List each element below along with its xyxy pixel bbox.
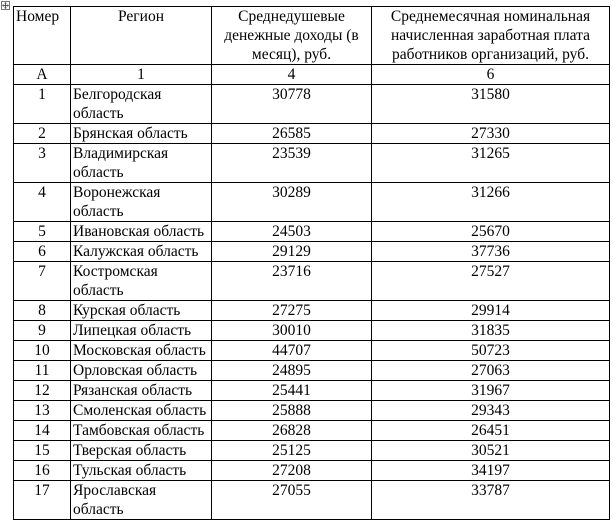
row-number-cell: 8: [14, 301, 71, 321]
table-move-handle-icon[interactable]: [1, 1, 10, 10]
wage-cell: 33787: [372, 481, 610, 520]
income-cell: 30778: [212, 85, 372, 124]
income-cell: 25888: [212, 401, 372, 421]
region-name-cell: Ивановская область: [71, 222, 212, 242]
table-body: [14, 85, 610, 520]
table-header-row: [14, 7, 610, 65]
wage-cell: 29343: [372, 401, 610, 421]
region-name-cell: Смоленская область: [71, 401, 212, 421]
table-row: [14, 321, 610, 341]
wage-cell: 50723: [372, 341, 610, 361]
region-name-cell: Белгородская область: [71, 85, 212, 124]
region-name-cell: Липецкая область: [71, 321, 212, 341]
header-income: Среднедушевые денежные доходы (в месяц), руб.: [212, 7, 372, 65]
wage-cell: 30521: [372, 441, 610, 461]
income-cell: 27208: [212, 461, 372, 481]
region-name-cell: Брянская область: [71, 124, 212, 144]
row-number-cell: 6: [14, 242, 71, 262]
table-row: [14, 361, 610, 381]
row-number-cell: 10: [14, 341, 71, 361]
region-name-cell: Воронежская область: [71, 183, 212, 222]
income-cell: 44707: [212, 341, 372, 361]
wage-cell: 25670: [372, 222, 610, 242]
table-row: [14, 441, 610, 461]
row-number-cell: 16: [14, 461, 71, 481]
table-row: [14, 401, 610, 421]
income-cell: 24895: [212, 361, 372, 381]
table-row: [14, 85, 610, 124]
table-row: [14, 242, 610, 262]
wage-cell: 27527: [372, 262, 610, 301]
row-number-cell: 11: [14, 361, 71, 381]
table-row: [14, 461, 610, 481]
wage-cell: 26451: [372, 421, 610, 441]
income-cell: 30010: [212, 321, 372, 341]
region-name-cell: Орловская область: [71, 361, 212, 381]
wage-cell: 31967: [372, 381, 610, 401]
income-cell: 24503: [212, 222, 372, 242]
wage-cell: 29914: [372, 301, 610, 321]
wage-cell: 31265: [372, 144, 610, 183]
table-row: [14, 124, 610, 144]
wage-cell: 31266: [372, 183, 610, 222]
income-cell: 27275: [212, 301, 372, 321]
row-number-cell: 1: [14, 85, 71, 124]
row-number-cell: 15: [14, 441, 71, 461]
income-cell: 29129: [212, 242, 372, 262]
row-number-cell: 4: [14, 183, 71, 222]
wage-cell: 27063: [372, 361, 610, 381]
income-cell: 23539: [212, 144, 372, 183]
header-number: Номер: [14, 7, 71, 65]
table-row: [14, 381, 610, 401]
region-name-cell: Калужская область: [71, 242, 212, 262]
income-cell: 27055: [212, 481, 372, 520]
region-name-cell: Московская область: [71, 341, 212, 361]
region-name-cell: Костромская область: [71, 262, 212, 301]
region-name-cell: Тамбовская область: [71, 421, 212, 441]
region-name-cell: Владимирская область: [71, 144, 212, 183]
wage-cell: 31580: [372, 85, 610, 124]
wage-cell: 27330: [372, 124, 610, 144]
row-number-cell: 17: [14, 481, 71, 520]
region-name-cell: Курская область: [71, 301, 212, 321]
region-name-cell: Тульская область: [71, 461, 212, 481]
row-number-cell: 3: [14, 144, 71, 183]
row-number-cell: 2: [14, 124, 71, 144]
table-row: [14, 183, 610, 222]
regions-table: [13, 6, 610, 520]
table-row: [14, 222, 610, 242]
wage-cell: 31835: [372, 321, 610, 341]
region-name-cell: Тверская область: [71, 441, 212, 461]
table-row: [14, 421, 610, 441]
row-number-cell: 12: [14, 381, 71, 401]
column-index-cell: А: [14, 65, 71, 85]
row-number-cell: 9: [14, 321, 71, 341]
column-index-row: [14, 65, 610, 85]
table-row: [14, 262, 610, 301]
income-cell: 23716: [212, 262, 372, 301]
row-number-cell: 5: [14, 222, 71, 242]
region-name-cell: Рязанская область: [71, 381, 212, 401]
row-number-cell: 13: [14, 401, 71, 421]
income-cell: 25441: [212, 381, 372, 401]
wage-cell: 37736: [372, 242, 610, 262]
income-cell: 26585: [212, 124, 372, 144]
table-row: [14, 341, 610, 361]
row-number-cell: 14: [14, 421, 71, 441]
region-name-cell: Ярославская область: [71, 481, 212, 520]
column-index-cell: 6: [372, 65, 610, 85]
wage-cell: 34197: [372, 461, 610, 481]
row-number-cell: 7: [14, 262, 71, 301]
header-wage: Среднемесячная номинальная начисленная заработная плата работников организаций, руб.: [372, 7, 610, 65]
column-index-cell: 4: [212, 65, 372, 85]
table-row: [14, 301, 610, 321]
table-row: [14, 481, 610, 520]
column-index-cell: 1: [71, 65, 212, 85]
header-region: Регион: [71, 7, 212, 65]
move-arrows-icon: [2, 2, 9, 9]
table-row: [14, 144, 610, 183]
income-cell: 30289: [212, 183, 372, 222]
income-cell: 26828: [212, 421, 372, 441]
income-cell: 25125: [212, 441, 372, 461]
